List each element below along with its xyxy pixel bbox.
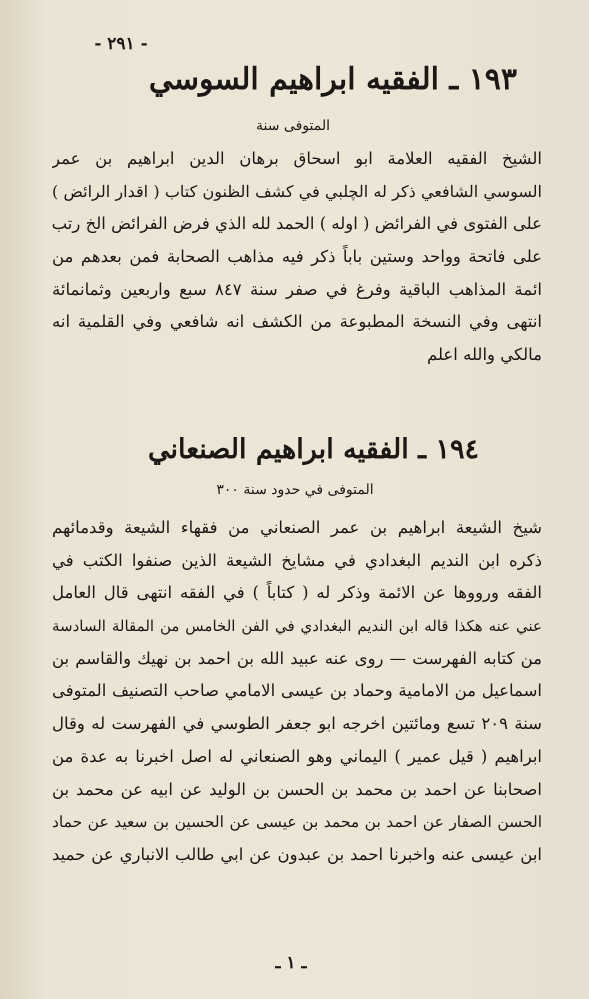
text-line: اصحابنا عن احمد بن محمد بن الحسن بن الوليد عن ابيه عن محمد بن <box>52 779 542 799</box>
signature-mark: ـ ١ ـ <box>275 953 307 973</box>
entry-194-title: ١٩٤ ـ الفقيه ابراهيم الصنعاني <box>147 434 479 465</box>
text-line: ابراهيم ( قيل عمير ) اليماني وهو الصنعاني له اصل اخبرنا به عدة من <box>52 746 542 766</box>
text-line: السوسي الشافعي ذكر له الچلبي في كشف الظنون كتاب ( اقدار الرائض ) <box>52 181 542 201</box>
text-line: الحسن الصفار عن احمد بن محمد بن عيسى عن الحسين بن سعيد عن حماد <box>52 813 542 832</box>
text-line: على الفتوى في الفرائض ( اوله ) الحمد لله الذي فرض الفرائض الخ رتب <box>52 214 542 234</box>
entry-193-death-year: المتوفى سنة <box>256 118 330 134</box>
text-line: الشيخ الفقيه العلامة ابو اسحاق برهان الدين ابراهيم بن عمر <box>52 149 542 168</box>
text-line: من كتابه الفهرست — روى عنه عبيد الله بن احمد بن نهيك والقاسم بن <box>52 648 542 668</box>
text-line: مالكي والله اعلم <box>426 345 542 365</box>
entry-193-title: ١٩٣ ـ الفقيه ابراهيم السوسي <box>148 62 517 97</box>
text-line: ائمة المذاهب الباقية وفرغ في صفر سنة ٨٤٧ سبع واربعين وثمانمائة <box>52 279 542 299</box>
text-line: شيخ الشيعة ابراهيم بن عمر الصنعاني من فقهاء الشيعة وقدمائهم <box>52 518 542 537</box>
entry-194-death-year: المتوفى في حدود سنة ٣٠٠ <box>216 482 374 498</box>
text-line: الفقه ورووها عن الائمة وذكر له ( كتاباً ) في الفقه انتهى قال العامل <box>52 583 542 603</box>
entry-194-body <box>52 512 542 872</box>
text-line: اسماعيل من الامامية وحماد بن عيسى الامامي صاحب التصنيف المتوفى <box>52 681 542 701</box>
text-line: انتهى وفي النسخة المطبوعة من الكشف انه شافعي وفي القلمية انه <box>52 312 542 332</box>
text-line: عني عنه هكذا قاله ابن النديم البغدادي في الفن الخامس من المقالة السادسة <box>52 617 542 636</box>
text-line: على فاتحة وواحد وستين باباً ذكر فيه مذاهب الصحابة فمن بعدهم من <box>52 247 542 267</box>
entry-193-body <box>52 143 542 372</box>
text-line: ذكره ابن النديم البغدادي في مشايخ الشيعة الذين صنفوا الكتب في <box>52 550 542 570</box>
page-number: - ٢٩١ - <box>94 34 148 54</box>
text-line: ابن عيسى عنه واخبرنا احمد بن عبدون عن ابي طالب الانباري عن حميد <box>52 844 542 864</box>
text-line: سنة ٢٠٩ تسع ومائتين اخرجه ابو جعفر الطوسي في الفهرست له وقال <box>52 714 542 734</box>
